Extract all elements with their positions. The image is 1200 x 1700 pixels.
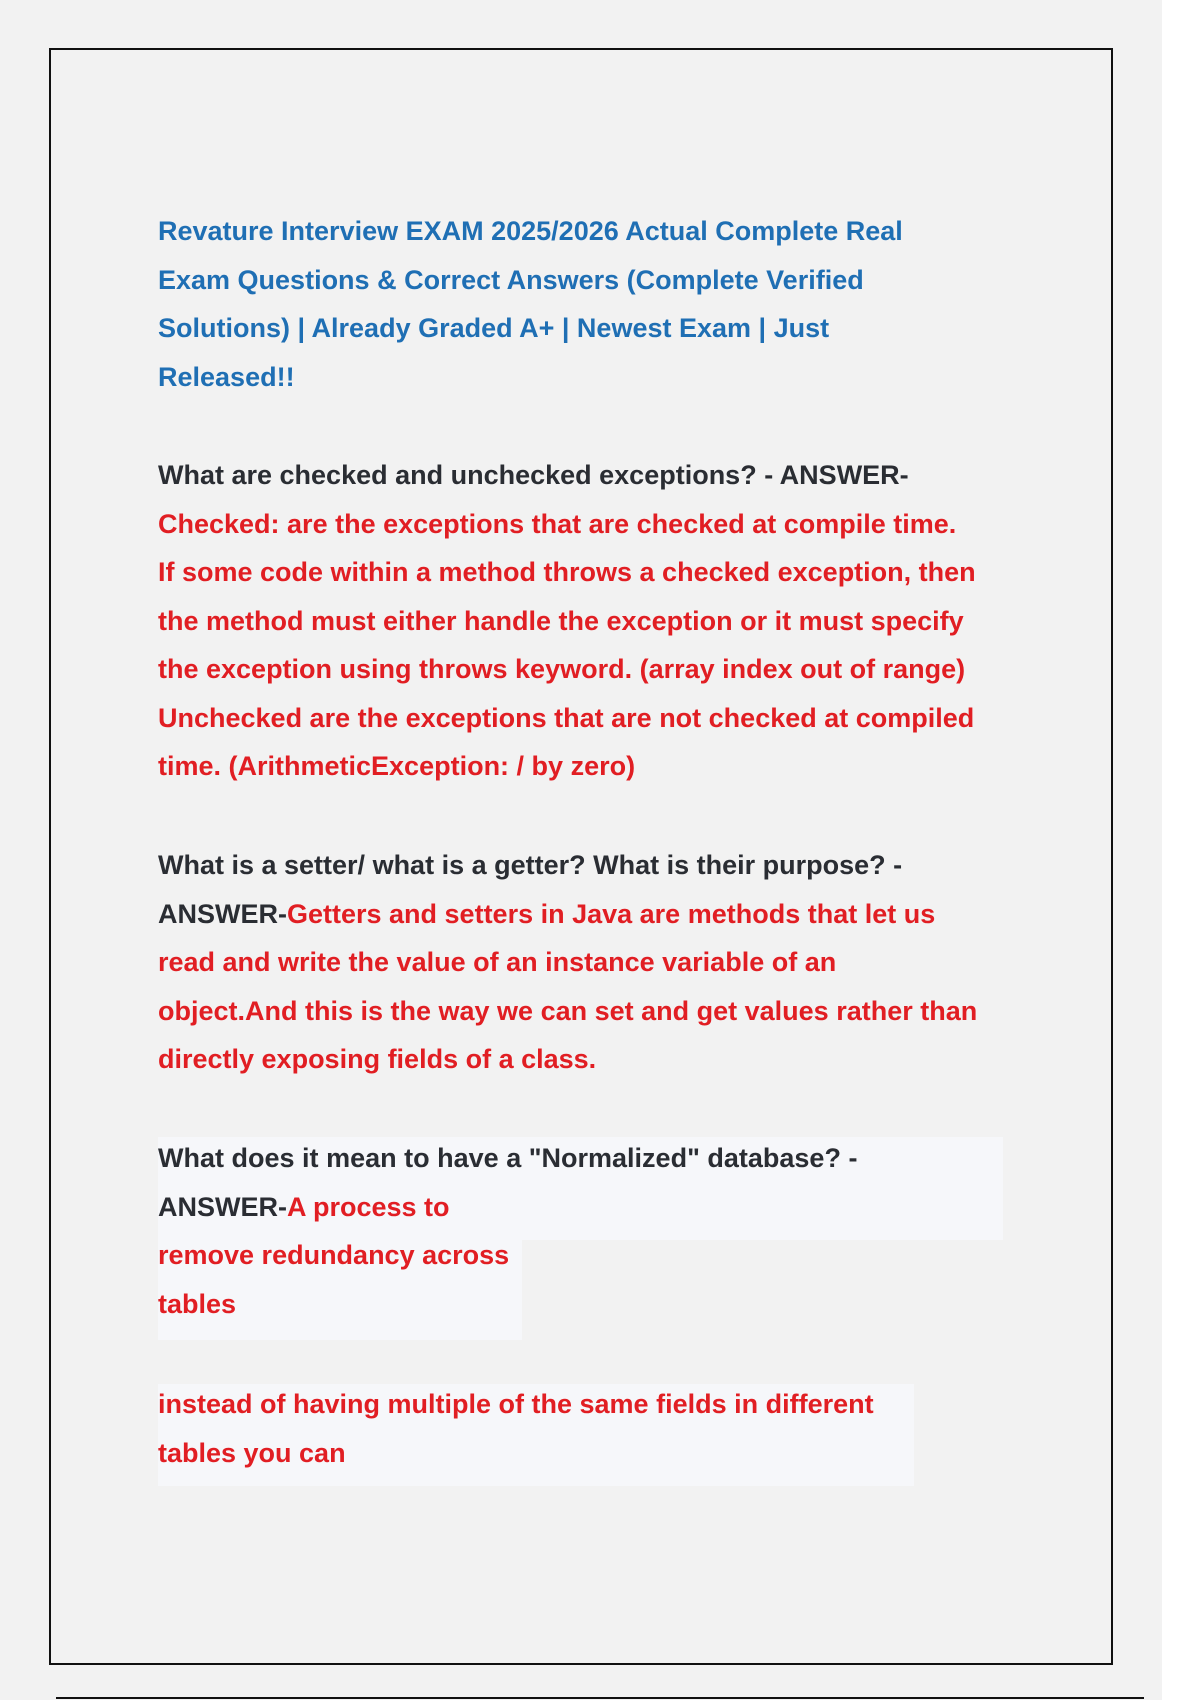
question-word: a xyxy=(506,1143,522,1173)
document-title xyxy=(158,207,958,401)
question-word: to xyxy=(404,1143,430,1173)
question-word: does xyxy=(231,1143,295,1173)
answer-line: instead of having multiple of the same fields in different xyxy=(158,1389,874,1419)
answer-text: A process to xyxy=(287,1191,450,1222)
answer-line: tables you can xyxy=(158,1437,346,1468)
title-line: Solutions) | Already Graded A+ | Newest Exam | Just xyxy=(158,313,830,343)
answer-line: tables xyxy=(158,1288,237,1319)
question-word: What xyxy=(158,1143,224,1173)
question-answer-line xyxy=(158,890,977,939)
answer-text: Getters and setters in Java are methods that let us xyxy=(287,898,936,929)
answer-line: remove redundancy across xyxy=(158,1240,510,1270)
qa-normalized-database xyxy=(158,1134,1003,1328)
answer-line: read and write the value of an instance variable of an xyxy=(158,947,837,977)
question-word: - xyxy=(848,1143,858,1173)
qa-checked-exceptions xyxy=(158,451,976,791)
question-text: What are checked and unchecked exceptions? - ANSWER- xyxy=(158,460,909,490)
answer-line: directly exposing fields of a class. xyxy=(158,1044,597,1074)
answer-line: Checked: are the exceptions that are checked at compile time. xyxy=(158,508,957,539)
question-word: have xyxy=(437,1143,499,1173)
answer-line: If some code within a method throws a checked exception, then xyxy=(158,557,976,587)
answer-label: ANSWER- xyxy=(158,898,287,929)
question-answer-line xyxy=(158,1183,1003,1232)
qa-setter-getter xyxy=(158,841,977,1084)
question-word: it xyxy=(302,1143,319,1173)
question-text xyxy=(158,1134,1003,1183)
page-bottom-rule xyxy=(56,1697,1144,1699)
title-line: Released!! xyxy=(158,361,295,392)
title-line: Revature Interview EXAM 2025/2026 Actual Complete Real xyxy=(158,216,903,246)
answer-line: the method must either handle the exception or it must specify xyxy=(158,605,964,636)
question-word: database? xyxy=(707,1143,841,1173)
question-text: What is a setter/ what is a getter? What is their purpose? - xyxy=(158,850,903,880)
question-word: "Normalized" xyxy=(528,1143,700,1173)
answer-line: time. (ArithmeticException: / by zero) xyxy=(158,751,636,781)
question-word: mean xyxy=(326,1143,397,1173)
answer-label: ANSWER- xyxy=(158,1191,287,1222)
answer-line: the exception using throws keyword. (array index out of range) xyxy=(158,654,966,684)
answer-line: object.And this is the way we can set and get values rather than xyxy=(158,995,978,1026)
qa-normalized-continuation xyxy=(158,1380,874,1477)
answer-line: Unchecked are the exceptions that are not checked at compiled xyxy=(158,702,975,733)
title-line: Exam Questions & Correct Answers (Complete Verified xyxy=(158,264,864,295)
